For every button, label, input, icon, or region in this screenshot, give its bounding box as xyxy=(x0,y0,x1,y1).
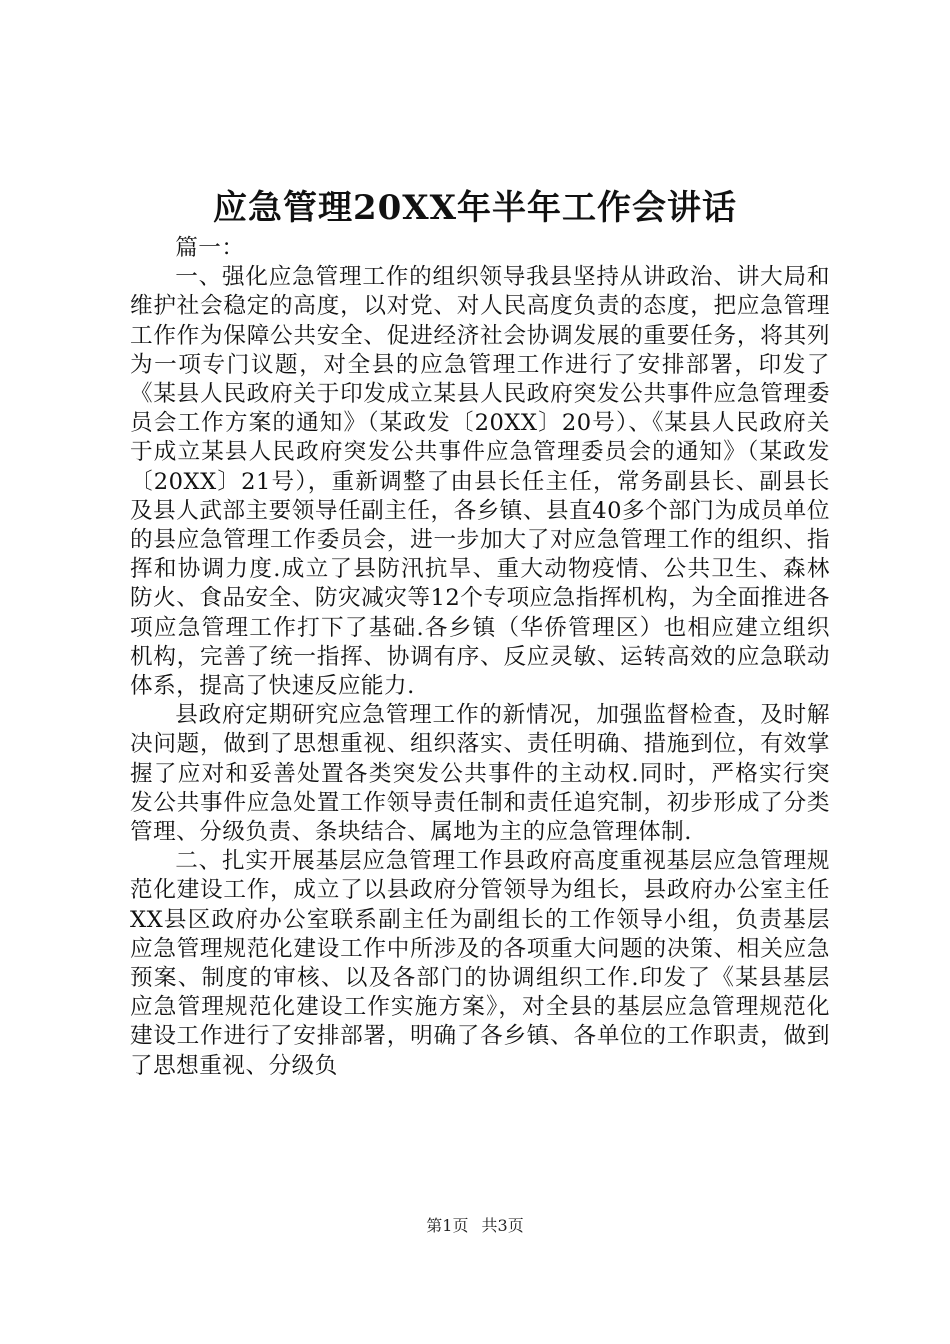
page-total: 共3页 xyxy=(481,1216,524,1235)
section-label: 篇一： xyxy=(175,235,245,261)
body-paragraph: 一、强化应急管理工作的组织领导我县坚持从讲政治、讲大局和维护社会稳定的高度，以对党、对人民高度负责的态度，把应急管理工作作为保障公共安全、促进经济社会协调发展的重要任务，将其列为一项专门议题，对全县的应急管理工作进行了安排部署，印发了《某县人民政府关于印发成立某县人民政府突发公共事件应急管理委员会工作方案的通知》（某政发〔20XX〕20号）、《某县人民政府关于成立某县人民政府突发公共事件应急管理委员会的通知》（某政发〔20XX〕21号），重新调整了由县长任主任，常务副县长、副县长及县人武部主要领导任副主任，各乡镇、县直40多个部门为成员单位的县应急管理工作委员会，进一步加大了对应急管理工作的组织、指挥和协调力度.成立了县防汛抗旱、重大动物疫情、公共卫生、森林防火、食品安全、防灾减灾等12个专项应急指挥机构，为全面推进各项应急管理工作打下了基础.各乡镇（华侨管理区）也相应建立组织机构，完善了统一指挥、协调有序、反应灵敏、运转高效的应急联动体系，提高了快速反应能力. xyxy=(130,264,830,700)
body-paragraph: 二、扎实开展基层应急管理工作县政府高度重视基层应急管理规范化建设工作，成立了以县政府分管领导为组长，县政府办公室主任XX县区政府办公室联系副主任为副组长的工作领导小组，负责基层应急管理规范化建设工作中所涉及的各项重大问题的决策、相关应急预案、制度的审核、以及各部门的协调组织工作.印发了《某县基层应急管理规范化建设工作实施方案》，对全县的基层应急管理规范化建设工作进行了安排部署，明确了各乡镇、各单位的工作职责，做到了思想重视、分级负 xyxy=(130,848,830,1079)
document-title: 应急管理20XX年半年工作会讲话 xyxy=(212,188,738,228)
page-number: 第1页 xyxy=(426,1216,469,1235)
document-body xyxy=(130,234,830,1081)
body-paragraph: 县政府定期研究应急管理工作的新情况，加强监督检查，及时解决问题，做到了思想重视、组织落实、责任明确、措施到位，有效掌握了应对和妥善处置各类突发公共事件的主动权.同时，严格实行突发公共事件应急处置工作领导责任制和责任追究制，初步形成了分类管理、分级负责、条块结合、属地为主的应急管理体制. xyxy=(130,702,830,846)
page-footer xyxy=(0,1215,950,1237)
